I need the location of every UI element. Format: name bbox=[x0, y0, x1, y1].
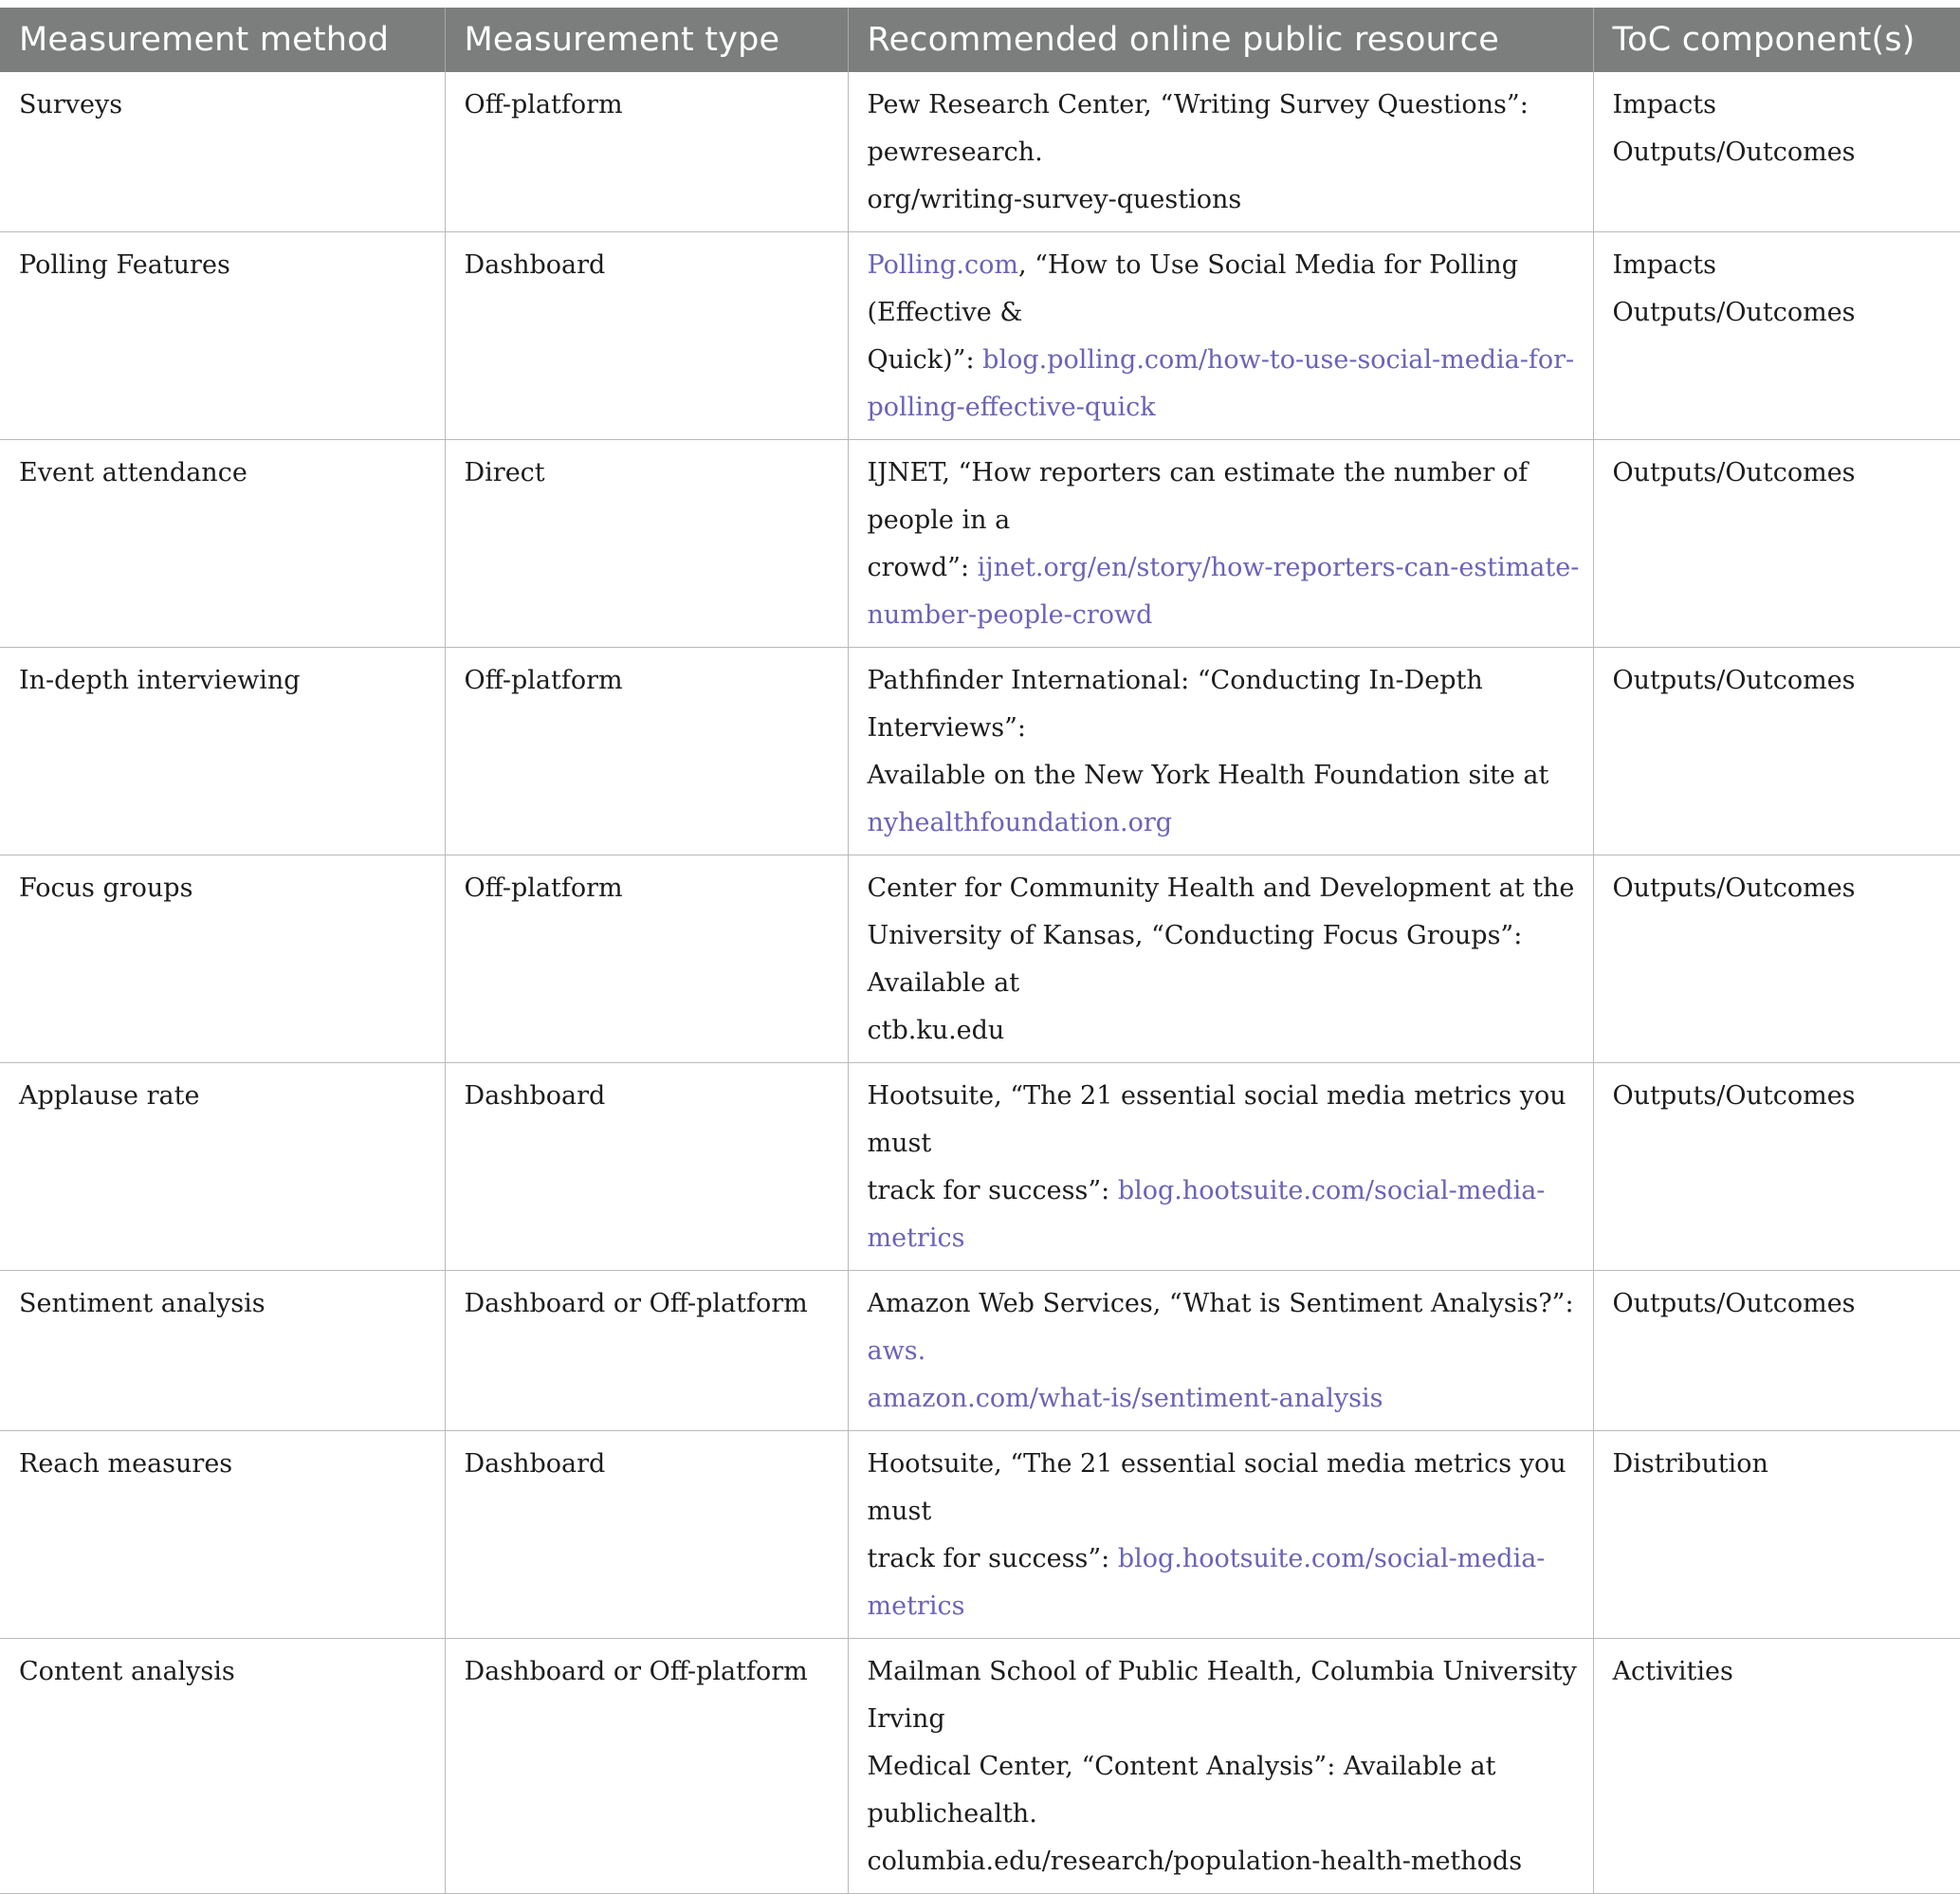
type-cell: Off-platform bbox=[445, 72, 848, 232]
resource-text: track for success”: bbox=[867, 1176, 1118, 1205]
method-cell: Content analysis bbox=[0, 1639, 445, 1894]
resource-cell bbox=[848, 648, 1593, 855]
measurement-methods-table bbox=[0, 8, 1960, 1894]
toc-item: Outputs/Outcomes bbox=[1612, 666, 1856, 695]
table-row bbox=[0, 72, 1960, 232]
toc-cell bbox=[1593, 1063, 1960, 1271]
resource-text: track for success”: bbox=[867, 1544, 1118, 1573]
table-row bbox=[0, 232, 1960, 440]
resource-text: , “How to Use Social Media for Polling (Effective & bbox=[867, 250, 1518, 327]
resource-cell bbox=[848, 1639, 1593, 1894]
method-cell: Reach measures bbox=[0, 1431, 445, 1639]
type-cell: Dashboard bbox=[445, 1431, 848, 1639]
resource-link[interactable]: Polling.com bbox=[867, 250, 1018, 280]
method-cell: Polling Features bbox=[0, 232, 445, 440]
resource-text: Amazon Web Services, “What is Sentiment Analysis?”: bbox=[867, 1289, 1574, 1318]
resource-text: University of Kansas, “Conducting Focus Groups”: Available at bbox=[867, 921, 1523, 998]
resources-table-container bbox=[0, 8, 1960, 1894]
resource-text: Mailman School of Public Health, Columbia University Irving bbox=[867, 1657, 1577, 1734]
type-cell: Dashboard or Off-platform bbox=[445, 1639, 848, 1894]
resource-cell bbox=[848, 1271, 1593, 1431]
resource-link[interactable]: blog.hootsuite.com/social-media-metrics bbox=[867, 1544, 1546, 1621]
toc-cell bbox=[1593, 232, 1960, 440]
resource-cell bbox=[848, 72, 1593, 232]
toc-cell bbox=[1593, 1271, 1960, 1431]
toc-cell bbox=[1593, 855, 1960, 1063]
header-measurement-method: Measurement method bbox=[0, 8, 445, 72]
table-row bbox=[0, 1431, 1960, 1639]
method-cell: Surveys bbox=[0, 72, 445, 232]
type-cell: Off-platform bbox=[445, 648, 848, 855]
resource-text: Available on the New York Health Foundation site at bbox=[867, 761, 1549, 790]
resource-text: Quick)”: bbox=[867, 345, 983, 375]
toc-item: Outputs/Outcomes bbox=[1612, 458, 1856, 487]
method-cell: Focus groups bbox=[0, 855, 445, 1063]
type-cell: Dashboard bbox=[445, 232, 848, 440]
method-cell: Applause rate bbox=[0, 1063, 445, 1271]
toc-item: Outputs/Outcomes bbox=[1612, 873, 1856, 903]
table-row bbox=[0, 648, 1960, 855]
method-cell: In-depth interviewing bbox=[0, 648, 445, 855]
toc-item: Outputs/Outcomes bbox=[1612, 138, 1856, 167]
type-cell: Dashboard bbox=[445, 1063, 848, 1271]
resource-link[interactable]: ijnet.org/en/story/how-reporters-can-estimate- bbox=[977, 553, 1580, 582]
resource-text: Center for Community Health and Development at the bbox=[867, 873, 1575, 903]
resource-link[interactable]: polling-effective-quick bbox=[867, 393, 1156, 422]
toc-item: Outputs/Outcomes bbox=[1612, 298, 1856, 327]
resource-link[interactable]: nyhealthfoundation.org bbox=[867, 808, 1173, 837]
table-row bbox=[0, 1639, 1960, 1894]
resource-link[interactable]: blog.hootsuite.com/social-media-metrics bbox=[867, 1176, 1546, 1253]
resource-cell bbox=[848, 440, 1593, 648]
resource-text: IJNET, “How reporters can estimate the number of people in a bbox=[867, 458, 1529, 535]
resource-text: Hootsuite, “The 21 essential social media metrics you must bbox=[867, 1081, 1566, 1158]
resource-cell bbox=[848, 1063, 1593, 1271]
toc-cell bbox=[1593, 648, 1960, 855]
table-header-row bbox=[0, 8, 1960, 72]
toc-cell bbox=[1593, 1639, 1960, 1894]
resource-cell bbox=[848, 1431, 1593, 1639]
header-measurement-type: Measurement type bbox=[445, 8, 848, 72]
type-cell: Direct bbox=[445, 440, 848, 648]
resource-text: Hootsuite, “The 21 essential social media metrics you must bbox=[867, 1449, 1566, 1526]
toc-cell bbox=[1593, 440, 1960, 648]
method-cell: Sentiment analysis bbox=[0, 1271, 445, 1431]
toc-item: Impacts bbox=[1612, 250, 1716, 280]
method-cell: Event attendance bbox=[0, 440, 445, 648]
table-row bbox=[0, 1271, 1960, 1431]
resource-text: crowd”: bbox=[867, 553, 978, 582]
header-toc-components: ToC component(s) bbox=[1593, 8, 1960, 72]
toc-item: Activities bbox=[1612, 1657, 1733, 1686]
resource-cell bbox=[848, 855, 1593, 1063]
toc-item: Distribution bbox=[1612, 1449, 1768, 1479]
type-cell: Dashboard or Off-platform bbox=[445, 1271, 848, 1431]
resource-cell bbox=[848, 232, 1593, 440]
toc-item: Outputs/Outcomes bbox=[1612, 1289, 1856, 1318]
resource-text: columbia.edu/research/population-health-methods bbox=[867, 1847, 1523, 1876]
table-row bbox=[0, 855, 1960, 1063]
table-row bbox=[0, 1063, 1960, 1271]
resource-link[interactable]: blog.polling.com/how-to-use-social-media-for- bbox=[982, 345, 1575, 375]
toc-cell bbox=[1593, 1431, 1960, 1639]
header-recommended-resource: Recommended online public resource bbox=[848, 8, 1593, 72]
resource-text: ctb.ku.edu bbox=[867, 1016, 1005, 1045]
resource-text: org/writing-survey-questions bbox=[867, 185, 1242, 214]
resource-link[interactable]: number-people-crowd bbox=[867, 600, 1153, 630]
toc-cell bbox=[1593, 72, 1960, 232]
resource-text: Pathfinder International: “Conducting In-Depth Interviews”: bbox=[867, 666, 1483, 743]
resource-text: Medical Center, “Content Analysis”: Available at publichealth. bbox=[867, 1752, 1496, 1829]
resource-text: Pew Research Center, “Writing Survey Questions”: pewresearch. bbox=[867, 90, 1529, 167]
toc-item: Outputs/Outcomes bbox=[1612, 1081, 1856, 1111]
type-cell: Off-platform bbox=[445, 855, 848, 1063]
toc-item: Impacts bbox=[1612, 90, 1716, 120]
table-row bbox=[0, 440, 1960, 648]
resource-link[interactable]: amazon.com/what-is/sentiment-analysis bbox=[867, 1384, 1383, 1413]
resource-link[interactable]: aws. bbox=[867, 1336, 926, 1366]
